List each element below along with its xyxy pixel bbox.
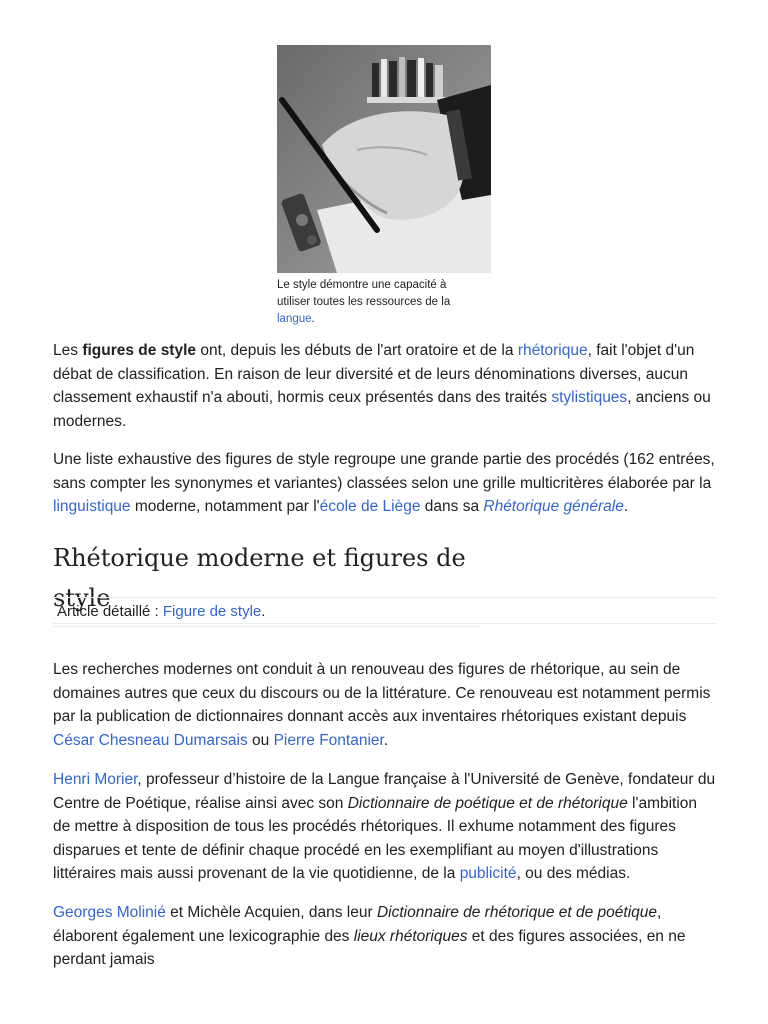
link-fontanier[interactable]: Pierre Fontanier <box>273 731 384 749</box>
link-rhetorique[interactable]: rhétorique <box>517 342 588 359</box>
text: , anciens ou modernes. <box>53 389 711 430</box>
text: . <box>623 498 629 515</box>
link-ecole-de-liege[interactable]: école de Liège <box>319 498 421 515</box>
text: et des figures associées, en ne perdant jamais <box>53 927 686 968</box>
text: Une liste exhaustive des figures de style regroupe une grande partie des procédés (162 entrées, sans compter les synonymes et variantes) classées selon une grille multicritères élaborée par la <box>53 451 715 492</box>
text: , élaborent également une lexicographie des <box>53 904 662 945</box>
caption-end: . <box>311 313 315 325</box>
text: , professeur d’histoire de la Langue française à l'Université de Genève, fondateur du Centre de Poétique, réalise ainsi avec son <box>53 771 716 812</box>
hatnote <box>53 597 716 624</box>
link-linguistique[interactable]: linguistique <box>53 498 131 515</box>
link-rhetorique-generale[interactable]: Rhétorique générale <box>483 498 624 515</box>
text: Les <box>53 342 83 359</box>
paragraph-molinie <box>53 901 717 972</box>
figure-caption <box>277 277 477 328</box>
thumbnail-figure <box>277 45 491 328</box>
hatnote-end: . <box>261 603 266 620</box>
text: et Michèle Acquien, dans leur <box>165 904 377 921</box>
link-stylistiques[interactable]: stylistiques <box>551 389 628 406</box>
italic-term: lieux rhétoriques <box>353 927 468 945</box>
text: ont, depuis les débuts de l'art oratoire et de la <box>196 342 518 359</box>
bold-term: figures de style <box>82 342 197 359</box>
caption-link-langue[interactable]: langue <box>277 313 312 325</box>
text: moderne, notamment par l' <box>130 498 320 515</box>
caption-text: Le style démontre une capacité à utiliser toutes les ressources de la <box>277 279 451 308</box>
link-georges-molinie[interactable]: Georges Molinié <box>53 904 166 921</box>
paragraph-liste <box>53 448 717 519</box>
link-publicite[interactable]: publicité <box>459 865 517 882</box>
paragraph-morier <box>53 768 717 886</box>
text: ou <box>247 731 274 749</box>
text: , fait l'objet d'un débat de classification. En raison de leur diversité et de leurs dénominations diverses, aucun classement exhaustif n'a abouti, hormis ceux présentés dans des traités <box>53 342 695 406</box>
link-henri-morier[interactable]: Henri Morier <box>53 771 138 788</box>
hatnote-prefix: Article détaillé : <box>57 603 163 620</box>
writing-hand-photo[interactable] <box>277 45 491 273</box>
text: l'ambition de mettre à disposition de tous les procédés rhétoriques. Il exhume notamment des figures disparues et tente de définir chaque procédé en les exemplifiant au moyen d'illustrations littéraires mais aussi provenant de la vie quotidienne, de la <box>53 794 698 882</box>
paragraph-intro <box>53 339 717 433</box>
text: , ou des médias. <box>516 865 631 882</box>
italic-title: Dictionnaire de rhétorique et de poétique <box>376 904 658 921</box>
paragraph-recherches <box>53 658 717 752</box>
italic-title: Dictionnaire de poétique et de rhétorique <box>347 794 628 812</box>
link-dumarsais[interactable]: César Chesneau Dumarsais <box>53 731 248 749</box>
text: Les recherches modernes ont conduit à un renouveau des figures de rhétorique, au sein de domaines autres que ceux du discours ou de la littérature. Ce renouveau est notamment permis par la publication de dictionnaires donnant accès aux inventaires rhétoriques existant depuis <box>53 661 711 725</box>
text: dans sa <box>420 498 484 515</box>
link-figure-de-style[interactable]: Figure de style <box>162 603 262 620</box>
text: . <box>383 731 389 749</box>
section-heading: Rhétorique moderne et figures de style <box>53 538 481 627</box>
